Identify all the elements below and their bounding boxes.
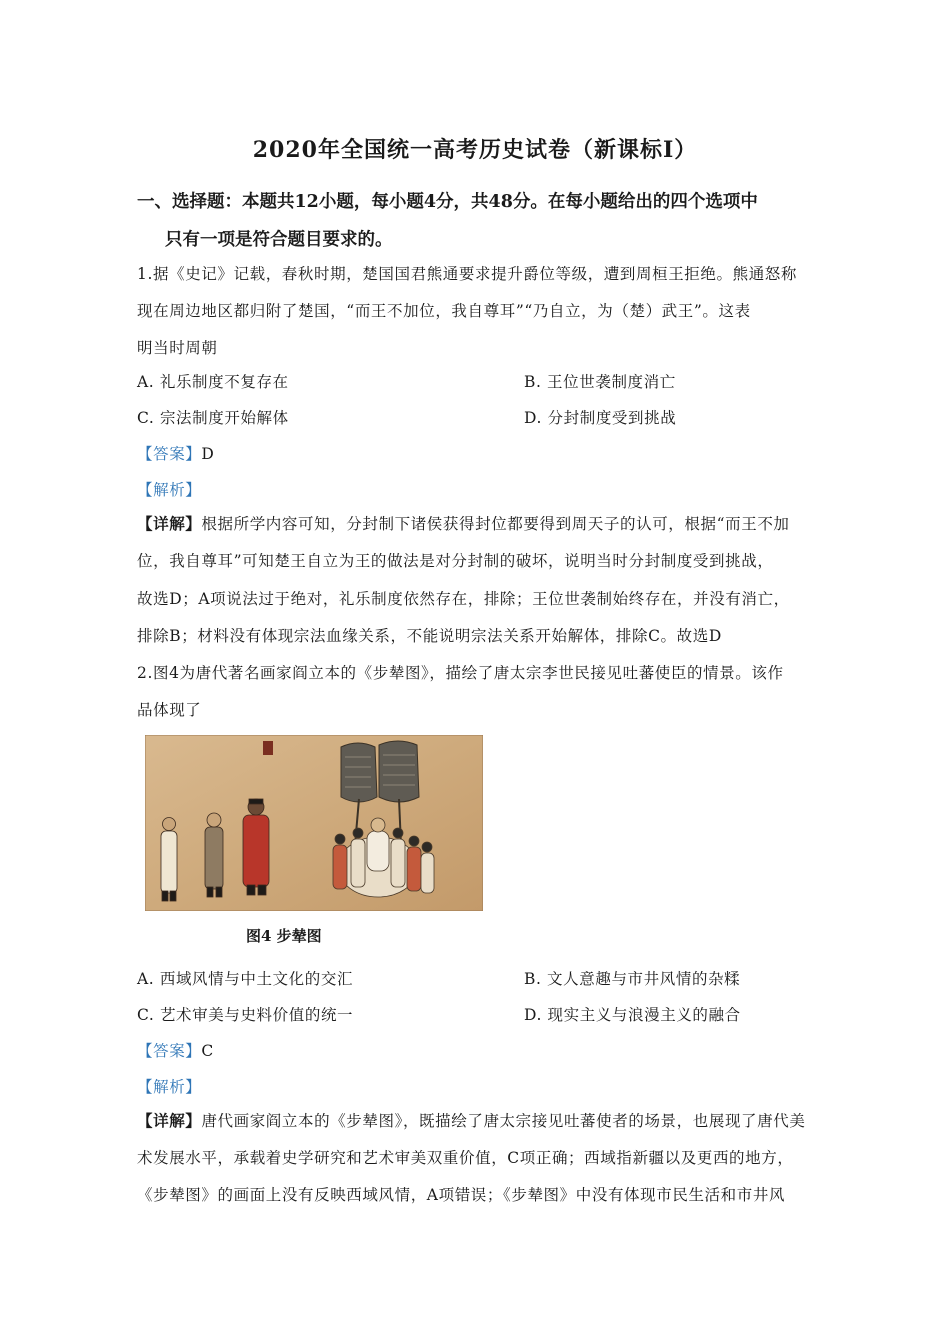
q2-stem-line1: 2.图4为唐代著名画家阎立本的《步辇图》，描绘了唐太宗李世民接见吐蕃使臣的情景。该作 (137, 664, 784, 682)
q1-option-b: B. 王位世袭制度消亡 (524, 373, 676, 391)
ceremonial-fan-left (341, 743, 377, 802)
ceremonial-fan-right (379, 741, 419, 802)
q2-option-a: A. 西域风情与中土文化的交汇 (137, 970, 354, 988)
q2-option-d: D. 现实主义与浪漫主义的融合 (524, 1006, 741, 1024)
q1-option-a: A. 礼乐制度不复存在 (137, 373, 289, 391)
q1-option-c: C. 宗法制度开始解体 (137, 409, 289, 427)
q2-option-b: B. 文人意趣与市井风情的杂糅 (524, 970, 741, 988)
q1-detail-line2: 位，我自尊耳”可知楚王自立为王的做法是对分封制的破坏，说明当时分封制度受到挑战， (137, 552, 774, 570)
q1-stem-line2: 现在周边地区都归附了楚国，“而王不加位，我自尊耳”“乃自立，为（楚）武王”。这表 (137, 302, 751, 320)
q1-answer-label: 【答案】 (137, 445, 202, 463)
q2-stem-line2: 品体现了 (137, 701, 202, 719)
q2-detail-label: 【详解】 (137, 1111, 202, 1130)
q2-answer-value: C (201, 1042, 214, 1060)
section-heading-line1: 一、选择题：本题共12小题，每小题4分，共48分。在每小题给出的四个选项中 (137, 192, 758, 212)
painting-figure (145, 735, 483, 911)
q1-stem-line1: 1.据《史记》记载，春秋时期，楚国国君熊通要求提升爵位等级，遭到周桓王拒绝。熊通怒称 (137, 265, 797, 283)
q1-option-d: D. 分封制度受到挑战 (524, 409, 677, 427)
page-title: 2020年全国统一高考历史试卷（新课标Ⅰ） (252, 137, 698, 163)
q2-option-c: C. 艺术审美与史料价值的统一 (137, 1006, 354, 1024)
q2-detail-line3: 《步辇图》的画面上没有反映西域风情，A项错误；《步辇图》中没有体现市民生活和市井风 (137, 1186, 786, 1204)
q1-answer (137, 442, 214, 464)
q2-answer-label: 【答案】 (137, 1042, 202, 1060)
q2-analysis-label: 【解析】 (137, 1078, 202, 1096)
q1-stem-line3: 明当时周朝 (137, 339, 218, 357)
q2-answer (137, 1039, 214, 1061)
q2-detail-line2: 术发展水平，承载着史学研究和艺术审美双重价值，C项正确；西域指新疆以及更西的地方， (137, 1149, 794, 1167)
figure-caption: 图4 步辇图 (246, 927, 322, 945)
q1-detail-line4: 排除B；材料没有体现宗法血缘关系，不能说明宗法关系开始解体，排除C。故选D (137, 627, 722, 645)
q1-detail-line1 (137, 512, 790, 534)
q1-answer-value: D (201, 445, 215, 463)
q2-detail-line1 (137, 1109, 805, 1131)
q2-detail-text1: 唐代画家阎立本的《步辇图》，既描绘了唐太宗接见吐蕃使者的场景，也展现了唐代美 (201, 1112, 806, 1130)
q1-analysis-label: 【解析】 (137, 481, 202, 499)
q1-detail-label: 【详解】 (137, 514, 202, 533)
q1-detail-text1: 根据所学内容可知，分封制下诸侯获得封位都要得到周天子的认可，根据“而王不加 (201, 515, 790, 533)
section-heading-line2: 只有一项是符合题目要求的。 (165, 230, 393, 250)
q1-detail-line3: 故选D；A项说法过于绝对，礼乐制度依然存在，排除；王位世袭制始终存在，并没有消亡， (137, 590, 790, 608)
